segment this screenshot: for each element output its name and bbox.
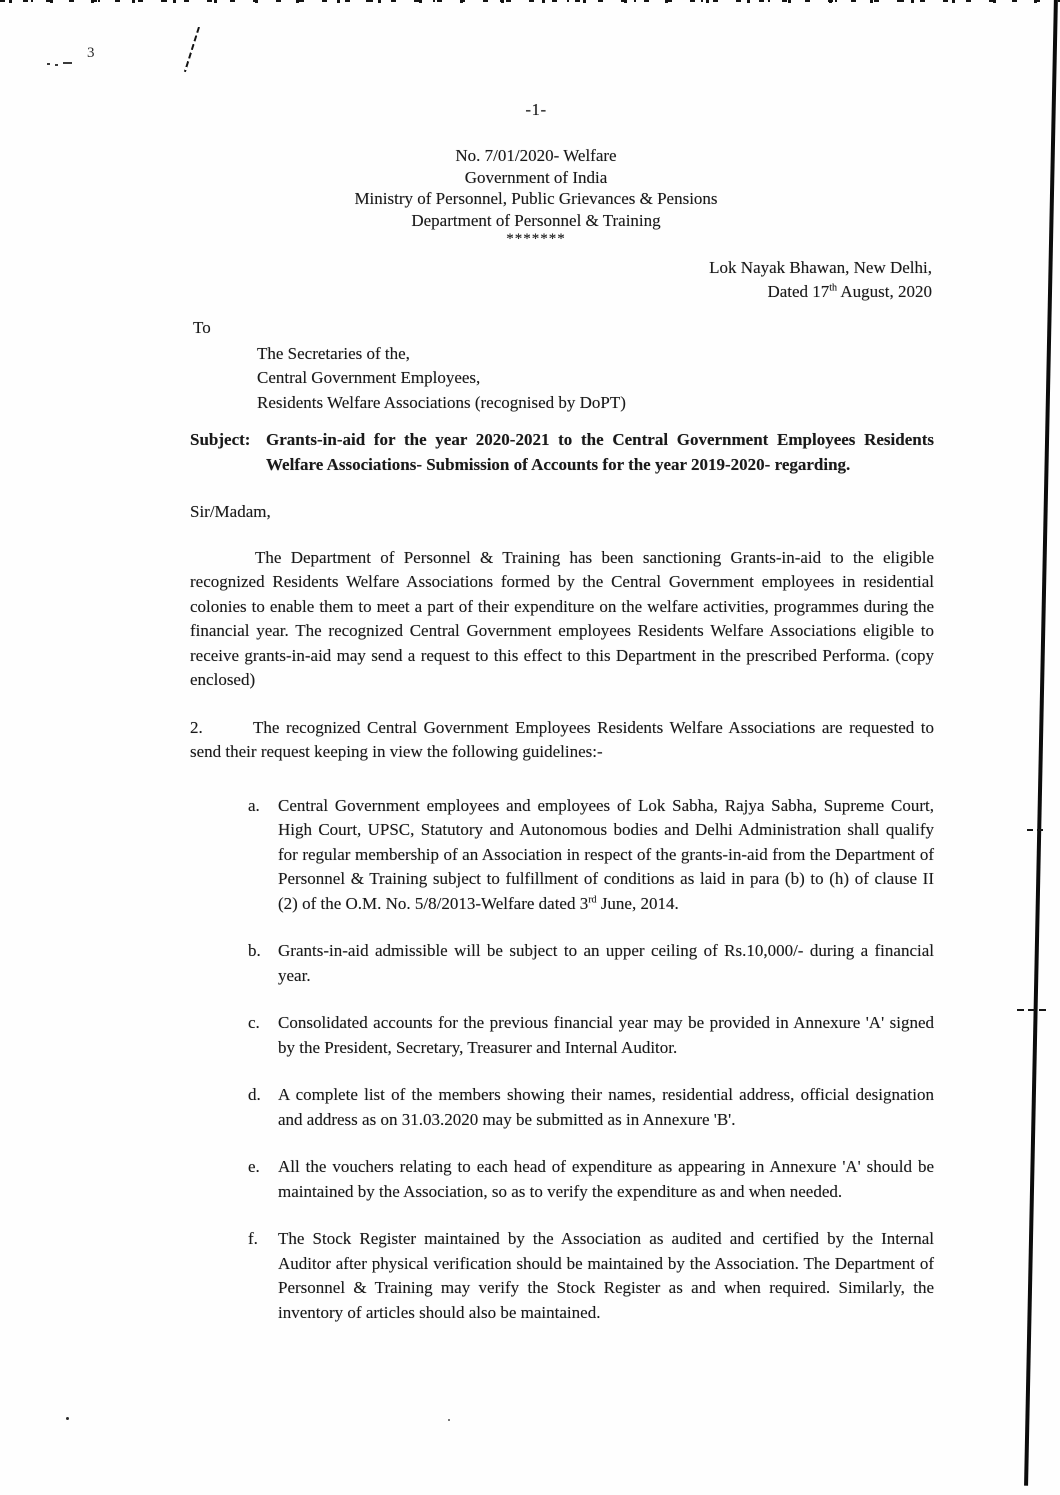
list-item-text-part: June, 2014. (596, 893, 679, 913)
recipient-label: To (193, 318, 211, 337)
subject-text: Grants-in-aid for the year 2020-2021 to the Central Government Employees Residents Welfare Associations- Submission of Accounts for the year 2019-2020- regarding. (266, 430, 934, 474)
paragraph-number: 2. (190, 717, 203, 737)
reference-number: No. 7/01/2020- Welfare (455, 146, 617, 165)
list-item-text-part: Central Government employees and employees of Lok Sabha, Rajya Sabha, Supreme Court, High Court, UPSC, Statutory and Autonomous bodies and Delhi Administration shall qualify for regular membership of an Association in respect of the grants-in-aid from the Department of Personnel & Training subject to fulfillment of conditions as laid in para (b) to (h) of clause II (2) of the O.M. No. 5/8/2013-Welfare dated 3 (278, 795, 934, 913)
list-item-b (248, 939, 934, 988)
government-line: Government of India (464, 167, 608, 187)
paragraph-2 (190, 716, 934, 765)
list-item-text: Consolidated accounts for the previous financial year may be provided in Annexure 'A' signed by the President, Secretary, Treasurer and Internal Auditor. (278, 1013, 934, 1057)
date-ordinal-superscript: th (829, 281, 838, 293)
separator-stars: ******* (506, 231, 566, 248)
list-item-text (278, 796, 934, 913)
pencil-numeral-mark: 3 (87, 45, 95, 61)
list-item-text: Grants-in-aid admissible will be subject to an upper ceiling of Rs.10,000/- during a financial year. (278, 941, 934, 985)
pencil-dot (55, 64, 58, 66)
address-line: Residents Welfare Associations (recognised by DoPT) (257, 392, 626, 412)
list-item-c (248, 1011, 934, 1060)
salutation: Sir/Madam, (190, 502, 271, 521)
place-line: Lok Nayak Bhawan, New Delhi, (709, 258, 932, 277)
pencil-dot (47, 63, 50, 65)
pen-slash-mark (184, 27, 200, 72)
scan-noise-top-edge (0, 0, 1060, 4)
scan-edge-dash (1017, 1009, 1047, 1011)
guidelines-list (248, 794, 934, 1326)
pencil-dash (63, 62, 72, 64)
paragraph-1: The Department of Personnel & Training has been sanctioning Grants-in-aid to the eligible recognized Residents Welfare Associations formed by the Central Government employees in residential colonies to enable them to meet a part of their expenditure on the welfare activities, programmes during the financial year. The recognized Central Government employees Residents Welfare Associations eligible to receive grants-in-aid may send a request to this effect to this Department in the prescribed Performa. (copy enclosed) (190, 547, 934, 689)
scan-speck (448, 1419, 450, 1421)
letterhead (10, 145, 1060, 247)
list-item-f (248, 1227, 934, 1325)
list-letter: b. (248, 941, 261, 960)
address-line: The Secretaries of the, (257, 344, 410, 363)
date-line (709, 280, 932, 304)
list-letter: e. (248, 1157, 260, 1176)
page-number: -1- (525, 100, 547, 119)
list-letter: a. (248, 795, 260, 815)
list-item-text: A complete list of the members showing their names, residential address, official designation and address as on 31.03.2020 may be submitted as in Annexure 'B'. (278, 1085, 934, 1129)
list-item-d (248, 1083, 934, 1132)
letter-body (190, 428, 934, 1348)
scan-speck (66, 1417, 69, 1420)
list-letter: c. (248, 1013, 260, 1032)
list-letter: f. (248, 1229, 258, 1248)
subject-block (190, 428, 934, 477)
date-text-rest: August, 2020 (837, 281, 932, 301)
list-letter: d. (248, 1085, 261, 1104)
department-line: Department of Personnel & Training (411, 210, 661, 230)
list-item-text: All the vouchers relating to each head of expenditure as appearing in Annexure 'A' should be maintained by the Association, so as to verify the expenditure as and when needed. (278, 1157, 934, 1201)
paragraph-text: The recognized Central Government Employees Residents Welfare Associations are requested to send their request keeping in view the following guidelines:- (190, 717, 934, 761)
dateline (709, 256, 932, 303)
scan-edge-dash (1027, 829, 1047, 831)
recipient-address (257, 342, 626, 415)
list-item-a (248, 794, 934, 917)
ministry-line: Ministry of Personnel, Public Grievances & Pensions (354, 189, 718, 209)
list-item-text: The Stock Register maintained by the Association as audited and certified by the Internal Auditor after physical verification should be maintained by the Association. The Department of Personnel & Training may verify the Stock Register as and when required. Similarly, the inventory of articles should also be maintained. (278, 1229, 934, 1322)
ordinal-superscript: rd (588, 893, 597, 905)
subject-label: Subject: (190, 430, 251, 449)
date-text: Dated 17 (767, 281, 830, 301)
address-line: Central Government Employees, (257, 368, 481, 388)
list-item-e (248, 1155, 934, 1204)
